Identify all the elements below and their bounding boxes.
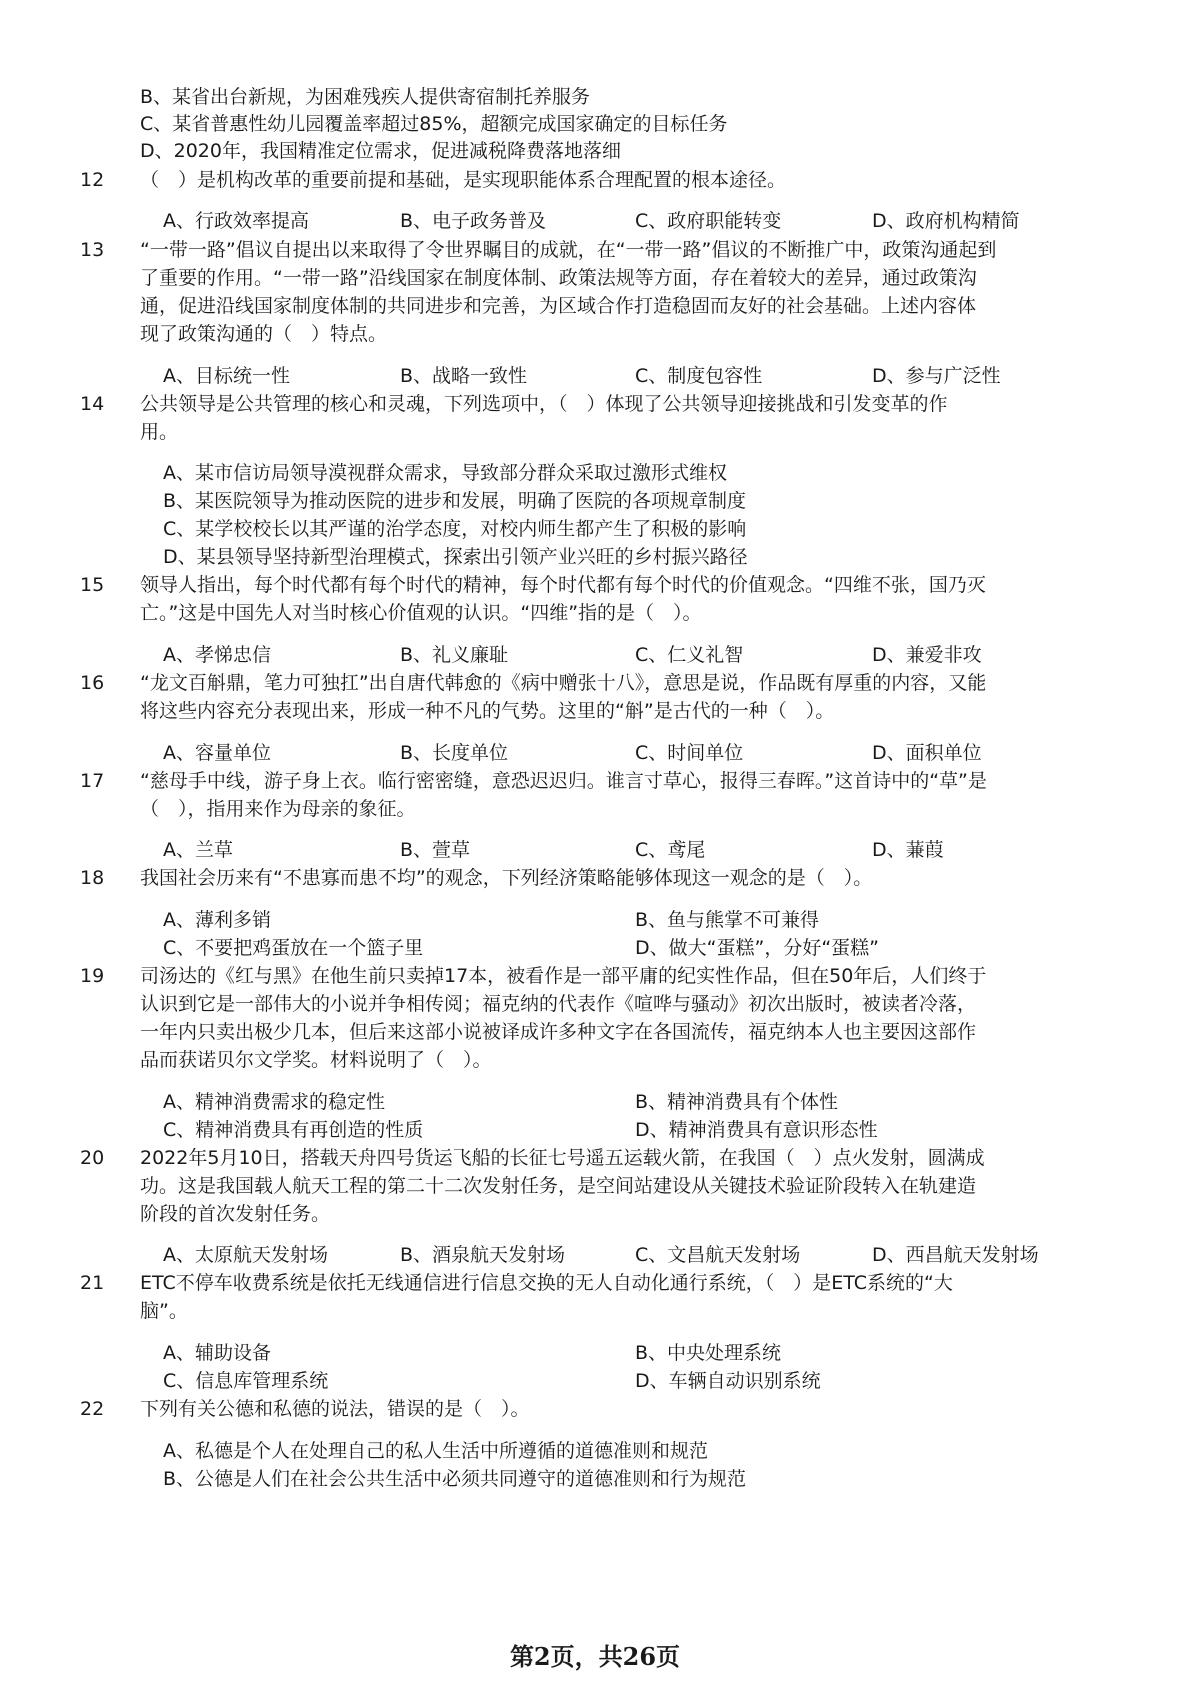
question-text: 一年内只卖出极少几本，但后来这部小说被译成许多种文字在各国流传，福克纳本人也主要因这部作 — [140, 1021, 977, 1043]
question-number: 13 — [80, 239, 105, 261]
option-d: D、某县领导坚持新型治理模式，探索出引领产业兴旺的乡村振兴路径 — [163, 546, 748, 568]
question-text: 领导人指出，每个时代都有每个时代的精神，每个时代都有每个时代的价值观念。“四维不张，国乃灭 — [140, 574, 986, 596]
option-a: A、辅助设备 — [163, 1342, 271, 1364]
option-b: B、长度单位 — [400, 742, 509, 764]
question-text: 通，促进沿线国家制度体制的共同进步和完善，为区域合作打造稳固而友好的社会基础。上述内容体 — [140, 295, 977, 317]
option-line: D、2020年，我国精准定位需求，促进减税降费落地落细 — [140, 140, 621, 162]
option-b: B、鱼与熊掌不可兼得 — [635, 909, 820, 931]
option-d: D、精神消费具有意识形态性 — [635, 1119, 878, 1141]
page-footer: 第2页，共26页 — [509, 1642, 681, 1671]
option-line: C、某省普惠性幼儿园覆盖率超过85%，超额完成国家确定的目标任务 — [140, 113, 728, 135]
question-text: 2022年5月10日，搭载天舟四号货运飞船的长征七号遥五运载火箭，在我国（ ）点火发射，圆满成 — [140, 1147, 985, 1169]
option-a: A、私德是个人在处理自己的私人生活中所遵循的道德准则和规范 — [163, 1440, 708, 1462]
option-a: A、行政效率提高 — [163, 210, 309, 232]
question-text: 品而获诺贝尔文学奖。材料说明了（ ）。 — [140, 1049, 492, 1071]
option-d: D、政府机构精简 — [872, 210, 1020, 232]
question-text: 功。这是我国载人航天工程的第二十二次发射任务，是空间站建设从关键技术验证阶段转入在轨建造 — [140, 1175, 977, 1197]
question-number: 20 — [80, 1147, 105, 1169]
question-text: “一带一路”倡议自提出以来取得了令世界瞩目的成就，在“一带一路”倡议的不断推广中，政策沟通起到 — [140, 239, 997, 261]
question-number: 22 — [80, 1398, 105, 1420]
question-text: “龙文百斛鼎，笔力可独扛”出自唐代韩愈的《病中赠张十八》，意思是说，作品既有厚重的内容，又能 — [140, 672, 987, 694]
option-b: B、中央处理系统 — [635, 1342, 782, 1364]
option-b: B、电子政务普及 — [400, 210, 547, 232]
question-text: 司汤达的《红与黑》在他生前只卖掉17本，被看作是一部平庸的纪实性作品，但在50年后，人们终于 — [140, 965, 987, 987]
question-text: 将这些内容充分表现出来，形成一种不凡的气势。这里的“斛”是古代的一种（ ）。 — [140, 700, 835, 722]
option-a: A、孝悌忠信 — [163, 644, 271, 666]
option-line: B、某省出台新规，为困难残疾人提供寄宿制托养服务 — [140, 86, 591, 108]
option-c: C、仁义礼智 — [635, 644, 744, 666]
option-d: D、参与广泛性 — [872, 365, 1001, 387]
option-b: B、战略一致性 — [400, 365, 528, 387]
question-text: “慈母手中线，游子身上衣。临行密密缝，意恐迟迟归。谁言寸草心，报得三春晖。”这首诗中的“草”是 — [140, 770, 987, 792]
option-c: C、时间单位 — [635, 742, 744, 764]
option-c: C、精神消费具有再创造的性质 — [163, 1119, 424, 1141]
option-a: A、目标统一性 — [163, 365, 290, 387]
option-a: A、某市信访局领导漠视群众需求，导致部分群众采取过激形式维权 — [163, 462, 727, 484]
option-c: C、政府职能转变 — [635, 210, 782, 232]
option-a: A、容量单位 — [163, 742, 271, 764]
option-b: B、公德是人们在社会公共生活中必须共同遵守的道德准则和行为规范 — [163, 1468, 747, 1490]
option-b: B、萱草 — [400, 839, 471, 861]
question-text: 亡。”这是中国先人对当时核心价值观的认识。“四维”指的是（ ）。 — [140, 602, 702, 624]
option-d: D、蒹葭 — [872, 839, 944, 861]
option-c: C、信息库管理系统 — [163, 1370, 329, 1392]
question-text: 现了政策沟通的（ ）特点。 — [140, 323, 388, 345]
option-d: D、做大“蛋糕”，分好“蛋糕” — [635, 937, 880, 959]
question-text: 了重要的作用。“一带一路”沿线国家在制度体制、政策法规等方面，存在着较大的差异，通过政策沟 — [140, 267, 977, 289]
option-d: D、兼爱非攻 — [872, 644, 982, 666]
option-a: A、太原航天发射场 — [163, 1244, 328, 1266]
question-text: （ ），指用来作为母亲的象征。 — [140, 798, 416, 820]
option-d: D、面积单位 — [872, 742, 982, 764]
option-c: C、制度包容性 — [635, 365, 763, 387]
question-text: 认识到它是一部伟大的小说并争相传阅；福克纳的代表作《喧哗与骚动》初次出版时，被读者冷落， — [140, 993, 977, 1015]
option-a: A、精神消费需求的稳定性 — [163, 1091, 385, 1113]
option-a: A、薄利多销 — [163, 909, 271, 931]
option-b: B、礼义廉耻 — [400, 644, 509, 666]
question-number: 17 — [80, 770, 105, 792]
question-text: 脑”。 — [140, 1300, 188, 1322]
option-c: C、文昌航天发射场 — [635, 1244, 801, 1266]
question-text: ETC不停车收费系统是依托无线通信进行信息交换的无人自动化通行系统，（ ）是ETC系统的“大 — [140, 1272, 953, 1294]
question-text: 我国社会历来有“不患寡而患不均”的观念，下列经济策略能够体现这一观念的是（ ）。 — [140, 867, 873, 889]
option-b: B、某医院领导为推动医院的进步和发展，明确了医院的各项规章制度 — [163, 490, 747, 512]
question-number: 16 — [80, 672, 105, 694]
question-text: 用。 — [140, 421, 179, 443]
question-number: 18 — [80, 867, 105, 889]
option-a: A、兰草 — [163, 839, 233, 861]
option-c: C、不要把鸡蛋放在一个篮子里 — [163, 937, 424, 959]
option-c: C、某学校校长以其严谨的治学态度，对校内师生都产生了积极的影响 — [163, 518, 747, 540]
question-text: （ ）是机构改革的重要前提和基础，是实现职能体系合理配置的根本途径。 — [140, 169, 787, 191]
question-text: 下列有关公德和私德的说法，错误的是（ ）。 — [140, 1398, 530, 1420]
option-c: C、鸢尾 — [635, 839, 706, 861]
option-b: B、精神消费具有个体性 — [635, 1091, 839, 1113]
option-d: D、车辆自动识别系统 — [635, 1370, 821, 1392]
option-b: B、酒泉航天发射场 — [400, 1244, 566, 1266]
question-number: 19 — [80, 965, 105, 987]
option-d: D、西昌航天发射场 — [872, 1244, 1039, 1266]
question-number: 12 — [80, 169, 105, 191]
question-number: 14 — [80, 393, 105, 415]
question-number: 15 — [80, 574, 105, 596]
question-text: 阶段的首次发射任务。 — [140, 1203, 331, 1225]
question-number: 21 — [80, 1272, 105, 1294]
question-text: 公共领导是公共管理的核心和灵魂，下列选项中，（ ）体现了公共领导迎接挑战和引发变革的作 — [140, 393, 948, 415]
